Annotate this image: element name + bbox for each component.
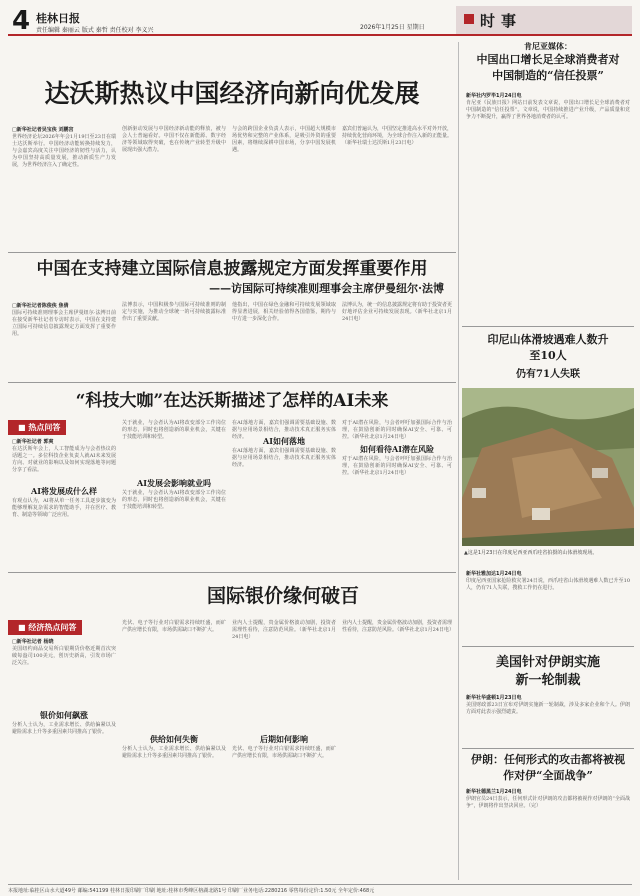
article3-body-col3: 关于就业，与会者认为AI将改变部分工作岗位的形态，同时也将创造新的职业机会，关键在于技能培训和转型。 [122,420,226,440]
article1-body-col1: 世界经济论坛2026年年会1月19日至23日在瑞士达沃斯举行。中国经济动能转换持续发力，与会嘉宾高度关注中国经济的韧性与活力，认为中国坚持高质量发展，推动新质生产力发展，为世界经济注入了确定性。 [12,134,116,168]
article4-body-col5: 业内人士提醒，贵金属价格波动加剧，投资者需理性看待，注意防范风险。（新华社北京1月24日电） [342,620,455,633]
article2-body-col3: 他指出，中国在绿色金融和可持续发展领域取得显著进展，相关经验值得各国借鉴，期待与中方进一步深化合作。 [232,302,336,322]
article3-subhead-2: AI发展会影响就业吗 [137,478,211,488]
right1-label: 肯尼亚媒体： [524,41,572,51]
right1-body: 肯尼亚《民族日报》网站日前发表文章说，中国出口增长足全球消费者对中国制造的“信任投票”。文章说，中国持续推进产业升级，产品质量和竞争力不断提升，赢得了世界各地消费者的认可。 [466,100,630,120]
right2-subtitle: 仍有71人失联 [516,369,580,380]
editors-line: 责任编辑 秦丽云 版式 秦哲 责任校对 李义兴 [36,27,154,34]
column-divider [458,42,459,880]
right3-kicker: 新华社华盛顿1月23日电 [466,695,522,701]
article3-subhead-4: 如何看待AI潜在风险 [360,444,434,454]
article4-subhead-1: 银价如何飙涨 [40,710,88,720]
article2-body-col1: 国际可持续准则理事会主席伊曼纽尔·法博日前在接受新华社记者专访时表示，中国在支持建立国际可持续信息披露规定方面发挥了重要作用。 [12,310,116,337]
article4-kicker: □新华社记者 杨晓 [12,639,54,645]
article1-body-col3: 与会的跨国企业负责人表示，中国超大规模市场优势和完整的产业体系，是吸引外资的重要因素，将继续深耕中国市场，分享中国发展机遇。 [232,126,336,153]
paper-name: 桂林日报 [36,12,80,25]
photo-caption: ▲这是1月23日在印度尼西亚西爪哇省拍摄的山体滑坡现场。 [464,550,598,556]
article4-body-col4b: 光伏、电子等行业对白银需求持续旺盛，而矿产供应增长有限，市场供需缺口不断扩大。 [232,746,336,759]
article3-body-col4: 在AI落地方面，嘉宾们强调需要基础设施、数据与应用场景相结合，推动技术真正服务实体经济。 [232,448,336,468]
article4-body-col3b: 分析人士认为，工业需求增长、供给偏紧以及避险需求上升等多重因素共同推高了银价。 [122,746,226,759]
right4-kicker: 新华社德黑兰1月24日电 [466,789,522,795]
divider [462,748,634,749]
article4-subhead-2: 供给如何失衡 [150,734,198,744]
right2-title: 印尼山体滑坡遇难人数升至10人 [487,333,609,362]
article3-body-col1: 在达沃斯年会上，人工智能成为与会者热议的话题之一。多位科技企业负责人就AI未来发展方向、对就业的影响以及如何实现落地等问题分享了看法。 [12,446,116,473]
article1-body-col2: 创新驱动发展与中国经济新动能的释放，被与会人士普遍看好。中国不仅在新能源、数字经济等领域取得突破，也在传统产业转型升级中展现出强大潜力。 [122,126,226,153]
econ-qa-label: ■ 经济热点问答 [8,620,82,635]
divider [8,382,456,383]
article1-kicker: □新华社记者吴宝侠 刘鹏宫 [12,127,74,133]
right2-body: 印度尼西亚国家抢险救灾署24日说，西爪哇省山体滑坡遇难人数已升至10人，仍有71人失联，搜救工作仍在进行。 [466,578,630,591]
article2-title: 中国在支持建立国际信息披露规定方面发挥重要作用 [36,259,428,279]
article1-body-col4: 嘉宾们普遍认为，中国坚定推进高水平对外开放，持续优化营商环境，为全球合作注入新的正能量。（新华社瑞士达沃斯1月23日电） [342,126,453,146]
article4-body-col3: 光伏、电子等行业对白银需求持续旺盛，而矿产供应增长有限，市场供需缺口不断扩大。 [122,620,226,633]
article2-body-col2: 法博表示，中国积极参与国际可持续准则的制定与实施，为推动全球统一的可持续披露标准作出了重要贡献。 [122,302,226,322]
right2-kicker: 新华社雅加达1月24日电 [466,571,522,577]
landslide-photo [462,388,634,546]
right4-body: 伊朗官员24日表示，任何形式针对伊朗的攻击都将被视作对伊朗的“全面战争”，伊朗将作出坚决回应。（完） [466,796,630,809]
hot-qa-label: ■ 热点问答 [8,420,66,435]
article4-title: 国际银价缘何破百 [206,585,359,607]
right1-kicker: 新华社内罗毕1月24日电 [466,93,522,99]
article3-body-col5a: 对于AI潜在风险，与会者呼吁加强国际合作与治理，在鼓励创新的同时确保AI安全、可靠、可控。（新华社北京1月24日电） [342,420,452,440]
article4-subhead-3: 后期如何影响 [260,734,308,744]
right3-body: 美国财政部23日宣布对伊朗实施新一轮制裁，涉及多家企业和个人。伊朗方面对此表示强烈谴责。 [466,702,630,715]
article3-kicker: □新华社记者 郭爽 [12,439,54,445]
right3-title: 美国针对伊朗实施新一轮制裁 [495,655,600,688]
article2-body-col4: 法博认为，统一的信息披露规定将有助于投资者更好地评估企业可持续发展表现。（新华社北京1月24日电） [342,302,453,322]
article3-subhead-3: AI如何落地 [263,436,305,446]
article3-body-col3b: 关于就业，与会者认为AI将改变部分工作岗位的形态，同时也将创造新的职业机会，关键在于技能培训和转型。 [122,490,226,510]
right4-title: 伊朗：任何形式的攻击都将被视作对伊“全面战争” [471,753,625,782]
issue-date: 2026年1月25日 星期日 [360,24,425,31]
article3-body-col2: 有观点认为，AI将从单一任务工具逐步演变为能够理解复杂需求的智能助手，并在医疗、教育、制造等领域广泛应用。 [12,498,116,518]
article3-subhead-1: AI将发展成什么样 [31,486,97,496]
landslide-photo-image [462,388,634,546]
article3-body-col5: 对于AI潜在风险，与会者呼吁加强国际合作与治理，在鼓励创新的同时确保AI安全、可靠、可控。（新华社北京1月24日电） [342,456,452,476]
hot-qa-label-text: 热点问答 [28,423,61,432]
article2-subtitle: ——访国际可持续准则理事会主席伊曼纽尔·法博 [209,282,444,295]
divider [8,572,456,573]
article4-body-col4: 业内人士提醒，贵金属价格波动加剧，投资者需理性看待，注意防范风险。（新华社北京1月24日电） [232,620,336,640]
econ-qa-label-text: 经济热点问答 [28,623,77,632]
article4-body-col1: 美国纽约商品交易所白银期货价格近期首次突破每盎司100美元，创历史新高，引发市场广泛关注。 [12,646,116,666]
page-number: 4 [12,6,31,36]
article1-title: 达沃斯热议中国经济向新向优发展 [44,79,420,108]
article4-body-col2: 分析人士认为，工业需求增长、供给偏紧以及避险需求上升等多重因素共同推高了银价。 [12,722,116,735]
divider [8,252,456,253]
right1-title: 中国出口增长足全球消费者对中国制造的“信任投票” [476,53,620,82]
article3-body-col4a: 在AI落地方面，嘉宾们强调需要基础设施、数据与应用场景相结合，推动技术真正服务实体经济。 [232,420,336,440]
section-tag [456,6,632,34]
divider [462,646,634,647]
masthead [8,6,632,36]
footer-imprint: 本报地址:临桂区山水大道49号 邮编:541199 桂林日报印刷厂印刷 地址:桂林市秀峰区榕湖北路1号 印刷厂业务电话:2280216 零售每份定价:1.50元 全年定价:468元 [8,884,632,894]
section-marker-icon [464,14,474,24]
section-label: 时事 [480,12,523,30]
article2-kicker: □新华社记者陈俊侠 焦倩 [12,303,69,309]
article3-title: “科技大咖”在达沃斯描述了怎样的AI未来 [75,391,389,411]
divider [462,326,634,327]
